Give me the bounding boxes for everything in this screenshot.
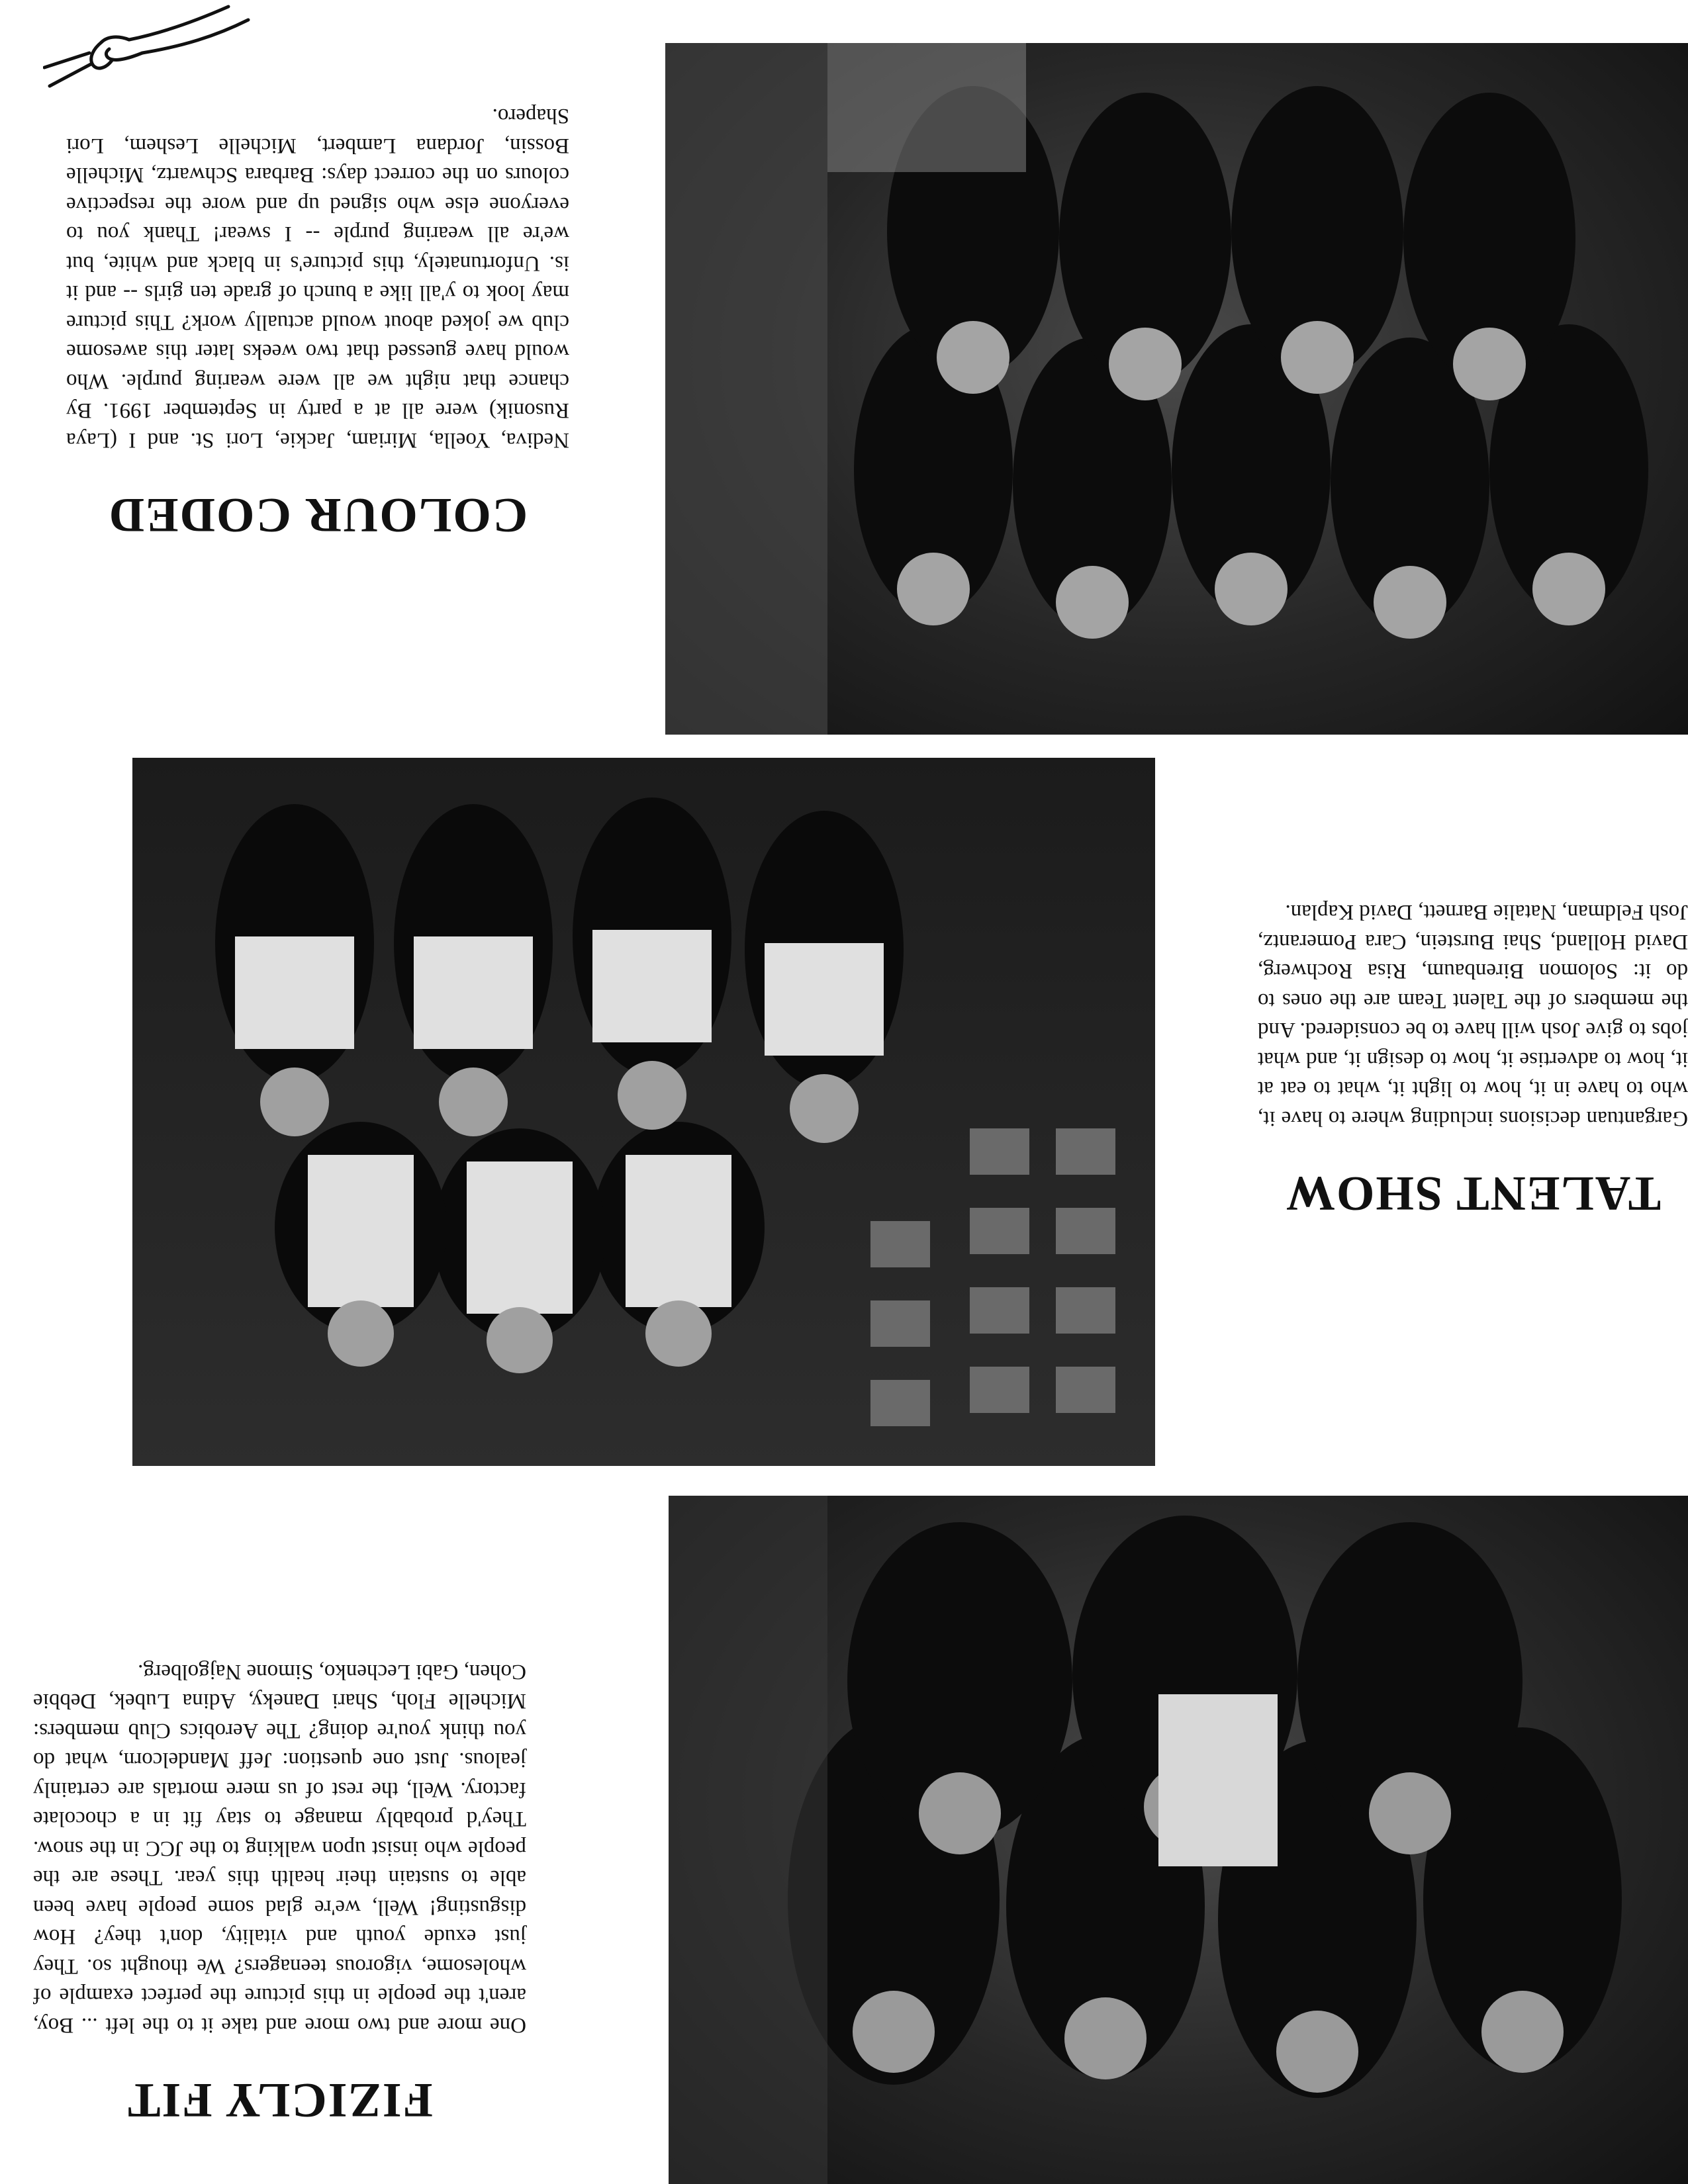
talent-show-block <box>1258 897 1688 1221</box>
hand-doodle-icon <box>43 0 255 99</box>
talent-show-text: Gargantuan decisions including where to have it, who to have in it, how to light it, what to eat at it, how to advertise it, how to design it, and what jobs to give Josh will have to be considered. And the members of the Talent Team are the ones to do it: Solomon Birenbaum, Risa Rochwerg, David Holland, Shai Burstein, Cara Pomerantz, Josh Feldman, Natalie Barnett, David Kaplan. <box>1258 900 1688 1130</box>
group-photo-icon <box>665 43 1688 735</box>
fizicly-fit-text: One more and two more and take it to the left ... Boy, aren't the people in this picture the perfect example of wholesome, vigorous teenagers? We thought so. They just exude youth and vitality, don't they? How disgusting! Well, we're glad some people have been able to sustain their health this year. These are the people who insist upon walking to the JCC in the snow. They'd probably manage to stay fit in a chocolate factory. Well, the rest of us mere mortals are certainly jealous. Just one question: Jeff Mandelcorn, what do you think you're doing? The Aerobics Club members: Michelle Floh, Shari Danekу, Adina Lubek, Debbie Cohen, Gabi Lechenko, Simone Najgolberg. <box>33 1660 526 2037</box>
colour-coded-block <box>66 101 569 543</box>
fizicly-fit-title: FIZICLY FIT <box>126 2073 433 2127</box>
colour-coded-photo <box>665 43 1688 735</box>
fizicly-fit-photo <box>669 1496 1688 2184</box>
fizicly-fit-block <box>33 1657 526 2128</box>
group-photo-icon <box>669 1496 1688 2184</box>
colour-coded-title: COLOUR CODED <box>107 488 528 542</box>
talent-show-photo <box>132 758 1155 1466</box>
colour-coded-text: Nediva, Yoella, Miriam, Jackie, Lori St. and I (Laya Rusonik) were all at a party in September 1991. By chance that night we all were wearing purple. Who would have guessed that two weeks later this awesome club we joked about would actually work? This picture may look to y'all like a bunch of grade ten girls -- and it is. Unfortunately, this picture's in black and white, but we're all wearing purple -- I swear! Thank you to everyone else who signed up and wore the respective colours on the correct days: Barbara Schwartz, Michelle Bossin, Jordana Lambert, Michelle Leshem, Lori Shapero. <box>66 104 569 452</box>
group-photo-icon <box>132 758 1155 1466</box>
talent-show-title: TALENT SHOW <box>1284 1166 1662 1220</box>
